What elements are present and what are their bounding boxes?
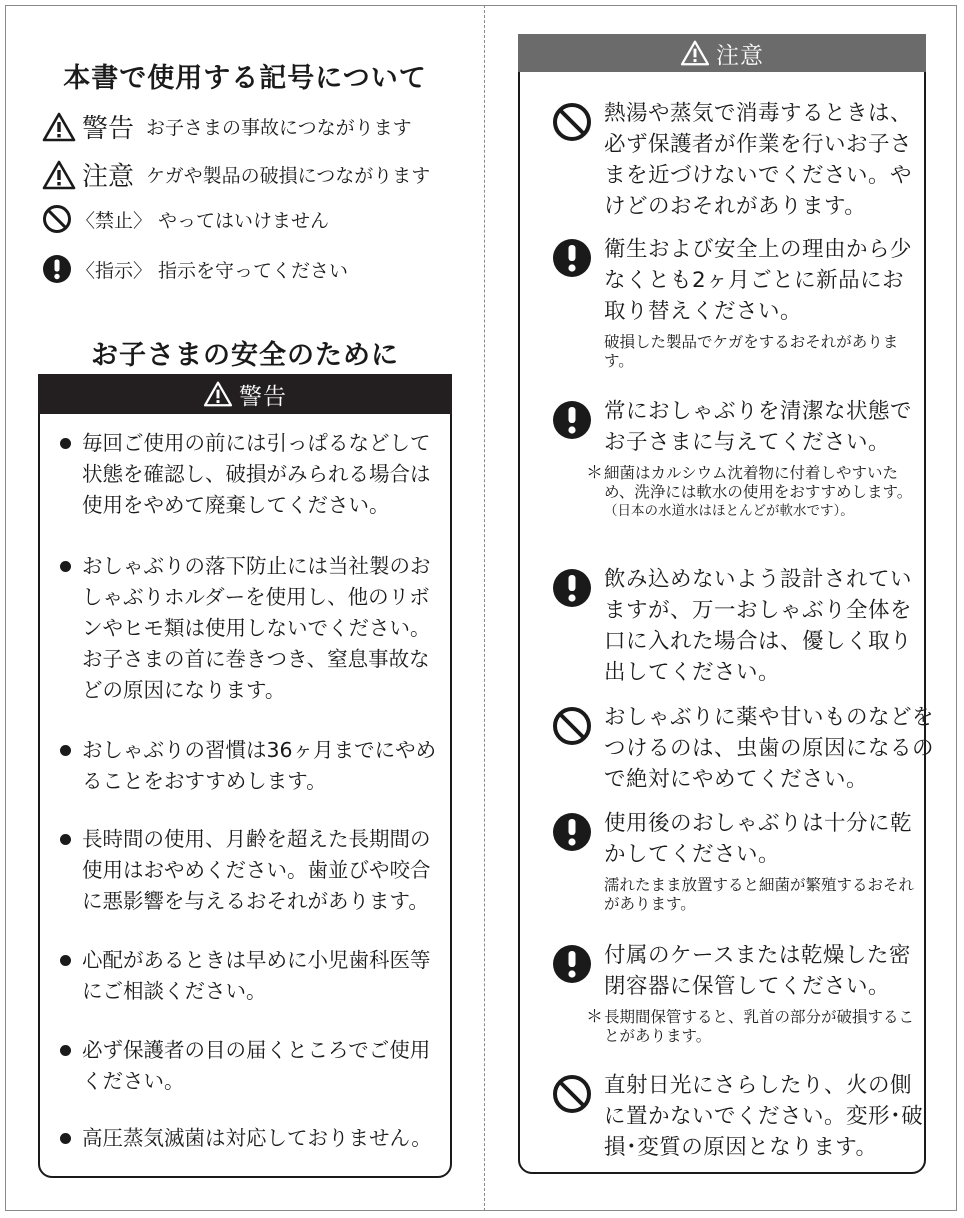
list-item: [58, 428, 438, 521]
caution-text: 直射日光にさらしたり、火の側に置かないでください。変形･破損･変質の原因となります。: [604, 1073, 924, 1160]
caution-text: 常におしゃぶりを清潔な状態でお子さまに与えてください。: [604, 399, 913, 455]
caution-note-text: 長期間保管すると、乳首の部分が破損することがあります。: [604, 1008, 915, 1045]
warning-box-title: 警告: [239, 383, 287, 410]
list-item: [58, 735, 438, 797]
list-item: [58, 1123, 438, 1154]
legend-instruction: [42, 254, 348, 284]
list-item: [58, 824, 438, 917]
caution-box: [518, 34, 935, 1174]
caution-item: [552, 234, 924, 371]
caution-text: おしゃぶりに薬や甘いものなどをつけるのは、虫歯の原因になるので絶対にやめてください。: [604, 705, 935, 792]
symbols-heading: 本書で使用する記号について: [63, 63, 427, 94]
instruction-icon: [552, 400, 592, 440]
instruction-icon: [552, 812, 592, 852]
caution-item: [552, 564, 924, 688]
bullet-text: 毎回ご使用の前には引っぱるなどして状態を確認し、破損がみられる場合は使用をやめて廃棄してください。: [82, 431, 431, 517]
bullet-dot: [60, 438, 71, 449]
caution-note-small: （日本の水道水はほとんどが軟水です）。: [604, 503, 854, 519]
bullet-text: おしゃぶりの落下防止には当社製のおしゃぶりホルダーを使用し、他のリボンやヒモ類は使用しないでください。お子さまの首に巻きつき、窒息事故などの原因になります。: [82, 554, 431, 702]
bullet-dot: [60, 745, 71, 756]
warning-box: [38, 374, 452, 1178]
bullet-dot: [60, 1133, 71, 1144]
caution-item: [552, 702, 935, 795]
prohibition-icon: [552, 102, 592, 142]
instruction-icon: [552, 568, 592, 608]
caution-item: [552, 940, 924, 1046]
caution-item: [552, 396, 924, 521]
legend-desc: ケガや製品の破損につながります: [146, 165, 431, 187]
instruction-icon: [552, 238, 592, 278]
bullet-text: 必ず保護者の目の届くところでご使用ください。: [82, 1038, 431, 1093]
caution-box-header: [518, 34, 926, 72]
warning-triangle-icon: [680, 40, 710, 66]
caution-item: [552, 1070, 924, 1163]
legend-desc: お子さまの事故につながります: [146, 117, 412, 139]
prohibition-icon: [552, 1074, 592, 1114]
fold-line: [484, 5, 485, 1211]
caution-text: 付属のケースまたは乾燥した密閉容器に保管してください。: [604, 943, 911, 999]
bullet-text: 長時間の使用、月齢を超えた長期間の使用はおやめください。歯並びや咬合に悪影響を与えるおそれがあります。: [82, 827, 431, 913]
asterisk-mark: ＊: [586, 1007, 603, 1027]
warning-triangle-icon: [42, 112, 76, 142]
caution-text: 使用後のおしゃぶりは十分に乾かしてください。: [604, 811, 913, 867]
safety-heading: お子さまの安全のために: [91, 340, 399, 371]
prohibition-icon: [552, 706, 592, 746]
legend-term: 注意: [82, 162, 135, 192]
caution-text: 衛生および安全上の理由から少なくとも2ヶ月ごとに新品にお取り替えください。: [604, 237, 913, 324]
list-item: [58, 551, 438, 706]
caution-item: [552, 808, 924, 914]
caution-note: [586, 464, 924, 521]
bullet-text: 高圧蒸気滅菌は対応しておりません。: [82, 1126, 432, 1150]
legend-caution: [42, 156, 430, 193]
warning-box-header: [38, 374, 452, 414]
bullet-dot: [60, 955, 71, 966]
bullet-dot: [60, 834, 71, 845]
legend-desc: 〈指示〉 指示を守ってください: [76, 259, 349, 282]
prohibition-icon: [42, 204, 72, 234]
caution-note: 破損した製品でケガをするおそれがあります。: [604, 333, 899, 370]
bullet-dot: [60, 1045, 71, 1056]
legend-desc: 〈禁止〉 やってはいけません: [76, 209, 330, 232]
bullet-text: 心配があるときは早めに小児歯科医等にご相談ください。: [82, 948, 431, 1003]
caution-item: [552, 98, 924, 222]
list-item: [58, 945, 438, 1007]
instruction-icon: [42, 254, 72, 284]
list-item: [58, 1035, 438, 1097]
legend-term: 警告: [82, 114, 135, 144]
bullet-dot: [60, 561, 71, 572]
caution-note-text: 細菌はカルシウム沈着物に付着しやすいため、洗浄には軟水の使用をおすすめします。: [604, 464, 913, 501]
instruction-icon: [552, 944, 592, 984]
legend-warning: [42, 108, 412, 145]
caution-note: 濡れたまま放置すると細菌が繁殖するおそれがあります。: [604, 876, 915, 913]
caution-text: 熱湯や蒸気で消毒するときは、必ず保護者が作業を行いお子さまを近づけないでください。やけどのおそれがあります。: [604, 101, 913, 219]
caution-note: [586, 1008, 924, 1046]
caution-text: 飲み込めないよう設計されていますが、万一おしゃぶり全体を口に入れた場合は、優しく取り出してください。: [604, 567, 913, 685]
bullet-text: おしゃぶりの習慣は36ヶ月までにやめることをおすすめします。: [82, 738, 437, 793]
asterisk-mark: ＊: [586, 463, 603, 483]
caution-box-title: 注意: [716, 42, 764, 69]
warning-triangle-icon: [203, 381, 233, 407]
warning-triangle-icon: [42, 160, 76, 190]
legend-prohibit: [42, 204, 329, 234]
